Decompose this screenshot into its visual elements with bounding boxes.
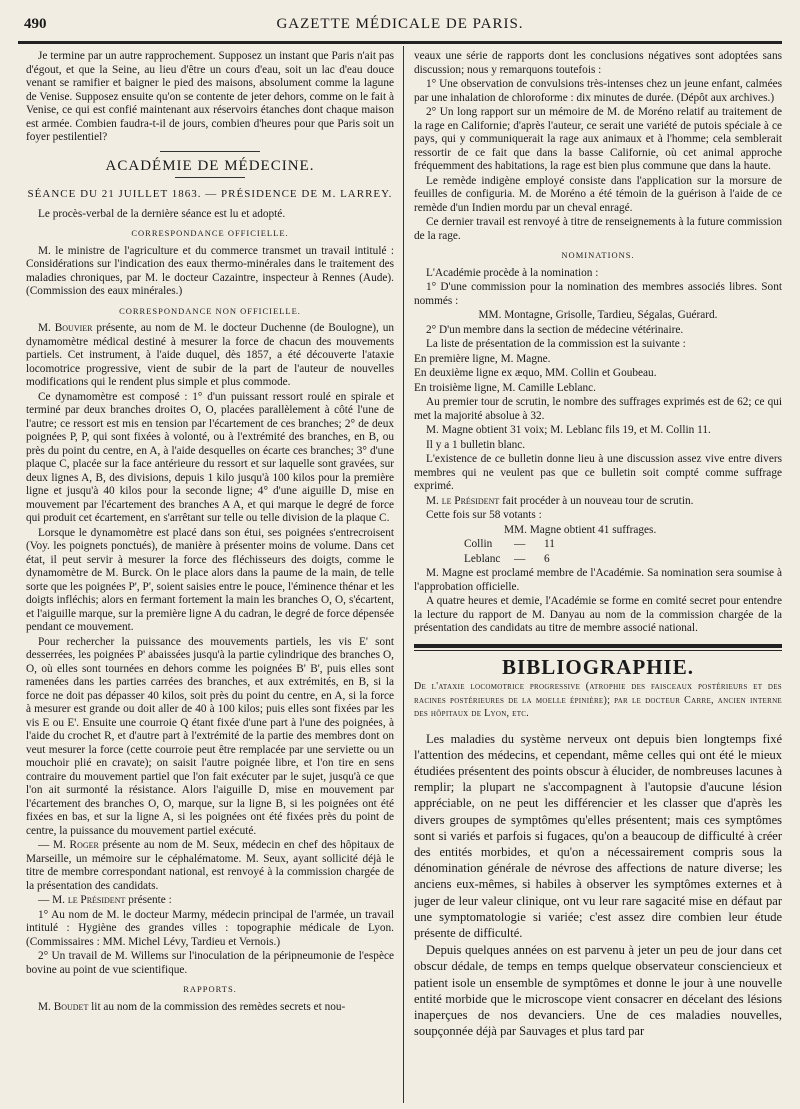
roger-text: présente au nom de M. Seux, médecin en chef des hôpitaux de Marseille, un mémoire sur le céphalématome. M. Seux, ayant sollicité déjà le titre de membre correspondant national, est renvoyé à la commission chargée de la présentation des candidats.: [26, 839, 394, 892]
biblio-paragraph-1: Les maladies du système nerveux ont depuis bien longtemps fixé l'attention des médecins, et cependant, même celles qui ont été le mieux étudiées présentent des points obscur à élucider, de nombreuses lacunes à remplir; la plupart ne s'accompagnent à l'autopsie d'aucune lésion appréciable, on ne peut les différencier et les classer que d'après les divers groupes de symptômes qu'elles présentent; mais ces symptômes sont si variés et parfois si fugaces, qu'on a beaucoup de difficulté à créer des entités morbides, et qu'on a nécessairement compris sous la dénomination générale de névrose des affections de nature diverse; les anciens eux-mêmes, si habiles à observer les symptômes externes et à juger de leur valeur clinique, ont vu leur rare sagacité mise en défaut par une symptomatologie si variée; c'est assez dire combien leur étude présente de difficulté.: [414, 731, 782, 940]
n-item-2: 2° D'un membre dans la section de médecine vétérinaire.: [426, 323, 684, 336]
roger-paragraph: [26, 839, 394, 893]
separator-rule: [160, 151, 260, 152]
vote-leblanc-sep: —: [514, 552, 526, 565]
president-paragraph: [26, 894, 394, 908]
boudet-paragraph: [26, 1001, 394, 1015]
r-item-2: 2° Un long rapport sur un mémoire de M. de Moréno relatif au traitement de la rage en Californie; d'après l'auteur, ce serait une variété de putois spéciale à ce pays, qui y communiquerait la rage aux animaux et à l'homme; cela semblerait ressortir de ce fait que dans la basse Californie, où cet animal approche fréquemment des habitations, la rage est bien plus commune que dans la haute.: [414, 106, 782, 172]
president2-name: M. le Président: [426, 494, 500, 507]
continuation-text: veaux une série de rapports dont les conclusions négatives sont adoptées sans discussion; nous y remarquons toutefois :: [414, 50, 782, 76]
ligne-2: En deuxième ligne ex æquo, MM. Collin et Goubeau.: [414, 367, 657, 379]
dynamometre-p3: Pour rechercher la puissance des mouvements partiels, les vis E' sont desserrées, les poignées P' abaissées jusqu'à la partie cylindrique des branches O, O, où elles sont tournées en dehors comme les poignées B' B', puis elles sont ramenées dans les parties carrées des branches, et aux extrémités, en B, si la force ne doit pas dépasser 40 kilos, soit près du point du centre, en A, si la force à mesurer est grande ou doit aller de 40 à 100 kilos; puis elles sont fixées par les vis E ou E'. Ensuite une courroie Q étant fixée d'une part à l'une des poignées, à l'aide du crochet R, et d'autre part à l'extrémité de la partie des membres dont on veut mesurer la force (cette courroie peut être remplacée par une serviette ou un mouchoir plié en cravate); on saisit l'autre poignée libre, et l'on tire en sens contraire du mouvement partiel que l'on fait exécuter par le sujet, jusqu'à ce que l'on ait surmonté la résistance. Alors l'aiguille D, mise en mouvement par l'écartement des branches O, O, marque, sur la ligne B, si les poignées ont été fixées en bas, et sur la ligne A, si les poignées ont été fixées près du point de centre, la puissance du mouvement partiel exécuté.: [26, 635, 394, 837]
remede-paragraph: Le remède indigène employé consiste dans l'application sur la morsure de feuilles de configuria. M. de Moréno a été témoin de la guérison à l'aide de ce remède d'un Indien mordu par un cheval enragé.: [414, 174, 782, 214]
ligne-3: En troisième ligne, M. Camille Leblanc.: [414, 381, 596, 394]
president-text: présente :: [128, 894, 172, 906]
page-number: 490: [24, 16, 47, 32]
header-rule: [18, 41, 782, 44]
corr-non-officielle-heading: CORRESPONDANCE NON OFFICIELLE.: [119, 305, 301, 316]
corr-officielle-heading: CORRESPONDANCE OFFICIELLE.: [131, 228, 289, 238]
dernier-paragraph: Ce dernier travail est renvoyé à titre de renseignements à la future commission de la rage.: [414, 216, 782, 242]
boudet-name: M. Boudet: [38, 1000, 89, 1013]
item-2: 2° Un travail de M. Willems sur l'inoculation de la péripneumonie de l'espèce bovine au point de vue scientifique.: [26, 950, 394, 976]
dynamometre-p2: Lorsque le dynamomètre est placé dans son étui, ses poignées s'entrecroisent (Voy. les poignets ponctués), de manière à présenter moins de volume. Dans cet état, il peut servir à mesurer la force des fléchisseurs des doigts, comme le dynamomètre de M. Burck. On le place alors dans la paume de la main, de telle sorte que les poignées P', P', soient saisies entre le pouce, l'éminence thénar et les doigts infléchis; alors en fermant fortement la main les branches O, O, s'écartent, et l'aiguille marque, sur la première ligne A du cadran, le degré de force dépensée pendant ce mouvement.: [26, 526, 394, 633]
bibliographie-title: BIBLIOGRAPHIE.: [502, 654, 694, 679]
existence-text: L'existence de ce bulletin donne lieu à une discussion assez vive entre divers membres qui ne veulent pas que ce bulletin soit compté comme suffrage exprimé.: [414, 453, 782, 492]
bouvier-paragraph: [26, 322, 394, 390]
academie-title: ACADÉMIE DE MÉDECINE.: [105, 157, 315, 174]
column-divider: [403, 46, 404, 1103]
journal-title: GAZETTE MÉDICALE DE PARIS.: [276, 16, 524, 32]
n-item-1: 1° D'une commission pour la nomination des membres associés libres. Sont nommés :: [414, 281, 782, 307]
right-column: [414, 50, 782, 1103]
n-item-1-names: MM. Montagne, Grisolle, Tardieu, Ségalas, Guérard.: [478, 309, 718, 321]
liste-text: La liste de présentation de la commission est la suivante :: [426, 338, 686, 350]
procede-text: L'Académie procède à la nomination :: [426, 266, 599, 279]
president2-paragraph: [414, 495, 782, 509]
proclame-text: M. Magne est proclamé membre de l'Académie. Sa nomination sera soumise à l'approbation officielle.: [414, 567, 782, 593]
tour-text: Au premier tour de scrutin, le nombre des suffrages exprimés est de 62; ce qui met la majorité absolue à 32.: [414, 396, 782, 422]
president2-text: fait procéder à un nouveau tour de scrutin.: [502, 494, 694, 507]
dynamometre-p1: Ce dynamomètre est composé : 1° d'un puissant ressort roulé en spirale et terminé par deux branches droites O, O, placées parallèlement à côté l'une de l'autre; ce ressort est mis en tension par l'écartement de ces branches; 2° de deux poignées P, P, qui sont fixées à volonté, ou à l'extrémité des branches, en B, ou près du point du centre, en A, à l'aide desquelles on écarte ces branches; 3° d'une plaque C, placée sur la face antérieure du ressort et sur laquelle sont gravées, sur deux lignes A, B, des divisions, depuis 1 kilo jusqu'à 100 kilos pour la première ligne et jusqu'à 40 kilos pour la seconde ligne; 4° d'une aiguille D, mise en mouvement par l'écartement des branches A A, et qui marque le degré de force qui produit cet écartement, en s'arrêtant sur telle ou telle division de la plaque C.: [26, 390, 394, 524]
corr-officielle-text: M. le ministre de l'agriculture et du commerce transmet un travail intitulé : Considérations sur l'indication des eaux thermo-minérales dans le traitement des maladies chroniques, par M. le docteur Cazaintre, inspecteur à Rennes (Aude). (Commission des eaux minérales.): [26, 244, 394, 297]
biblio-thin-rule: [414, 650, 782, 651]
ligne-1: En première ligne, M. Magne.: [414, 352, 551, 365]
vote-leblanc-name: Leblanc: [464, 552, 501, 565]
intro-paragraph: Je termine par un autre rapprochement. Supposez un instant que Paris n'ait pas d'égout, et que la Seine, au lieu d'être un cours d'eau, soit un lac d'eau douce venant se ramifier et baigner le pied des maisons, absolument comme la lagune de Venise. Supposez ensuite qu'on se contente de jeter dehors, comme on le fait à Venise, ce qui est confié maintenant aux réservoirs étanches dont chaque maison est armée. Combien faudra-t-il de jours, combien d'heures pour que Paris soit un foyer pestilentiel?: [26, 50, 394, 143]
vote-collin-name: Collin: [464, 538, 493, 550]
comite-text: A quatre heures et demie, l'Académie se forme en comité secret pour entendre la lecture du rapport de M. Danyau au nom de la commission chargée de la présentation des candidats au titre de membre associé national.: [414, 595, 782, 634]
left-column: [26, 50, 394, 1103]
page-header: [18, 12, 782, 38]
bouvier-name: M. Bouvier: [38, 322, 93, 334]
rapports-heading: RAPPORTS.: [183, 984, 237, 994]
president-name: — M. le Président: [38, 894, 126, 906]
r-item-1: 1° Une observation de convulsions très-intenses chez un jeune enfant, calmées par une inhalation de chloroforme : dix minutes de durée. (Dépôt aux archives.): [414, 78, 782, 104]
vote-collin-sep: —: [514, 538, 526, 550]
nominations-heading: NOMINATIONS.: [561, 250, 635, 260]
bulletin-text: Il y a 1 bulletin blanc.: [426, 438, 526, 451]
section-rule: [175, 177, 245, 178]
roger-name: — M. Roger: [38, 839, 99, 851]
seance-line: SÉANCE DU 21 JUILLET 1863. — PRÉSIDENCE DE M. LARREY.: [27, 188, 393, 200]
boudet-text: lit au nom de la commission des remèdes secrets et nou-: [91, 1000, 346, 1013]
bibliographie-heading: De l'ataxie locomotrice progressive (atrophie des faisceaux postérieurs et des racines postérieures de la moelle épinière); par le docteur Carre, ancien interne des hôpitaux de Lyon, etc.: [414, 681, 782, 719]
vote-collin-num: 11: [544, 538, 555, 550]
vote-leblanc: [464, 553, 782, 567]
proces-verbal: Le procès-verbal de la dernière séance est lu et adopté.: [38, 207, 286, 220]
biblio-thick-rule: [414, 644, 782, 648]
item-1: 1° Au nom de M. le docteur Marmy, médecin principal de l'armée, un travail intitulé : Hygiène des grandes villes : topographie médicale de Lyon. (Commissaires : MM. Michel Lévy, Tardieu et Vernois.): [26, 908, 394, 948]
biblio-paragraph-2: Depuis quelques années on est parvenu à jeter un peu de jour dans cet obscur dédale, de temps en temps quelque observateur consciencieux et patient isole un ensemble de symptômes et donne le jour à une nouvelle entité morbide que le microscope vient consacrer en décelant des lésions inaperçues de nos devanciers. Une de ces maladies nouvelles, soupçonnée déjà par Sauvages et plus tard par: [414, 943, 782, 1039]
bouvier-text: présente, au nom de M. le docteur Duchenne (de Boulogne), un dynamomètre médical destiné à mesurer la force de chacun des mouvements partiels. Cet instrument, à l'aide duquel, dès 1857, a été découverte l'ataxie locomotrice progressive, vient de subir de la part de l'auteur de nouvelles modifications qui le rendent plus simple et plus commode.: [26, 322, 394, 388]
vote-magne: MM. Magne obtient 41 suffrages.: [504, 523, 657, 536]
vote-leblanc-num: 6: [544, 552, 550, 565]
votants-text: Cette fois sur 58 votants :: [426, 509, 542, 521]
magne-votes: M. Magne obtient 31 voix; M. Leblanc fils 19, et M. Collin 11.: [426, 424, 711, 436]
vote-collin: [464, 538, 782, 552]
